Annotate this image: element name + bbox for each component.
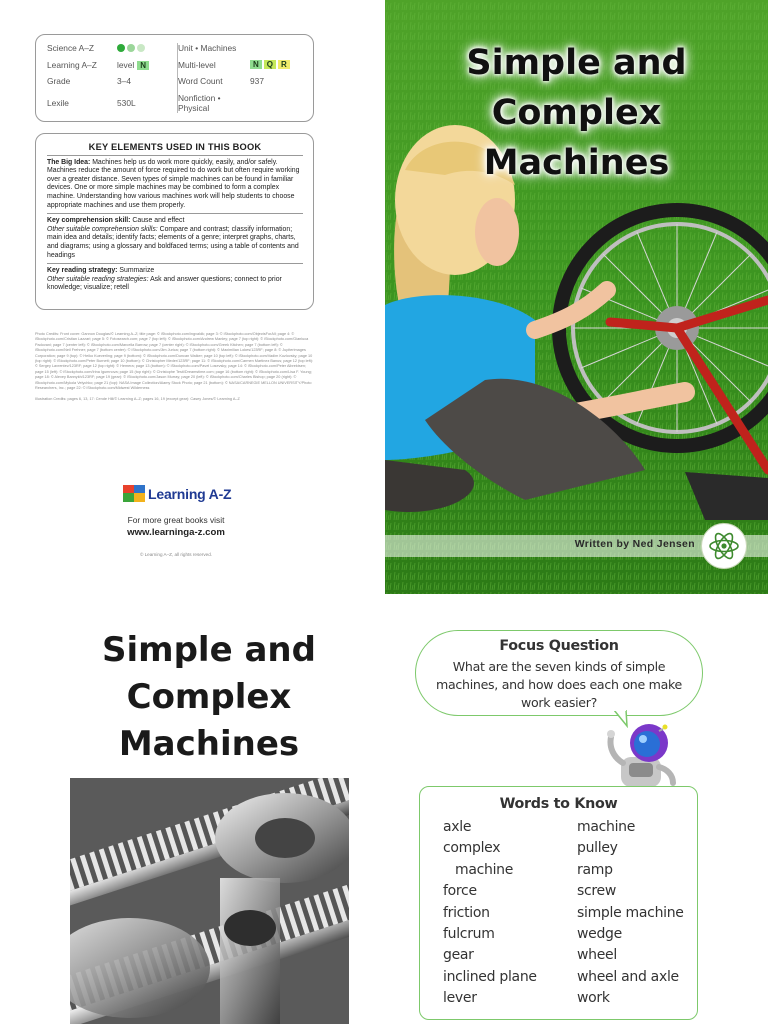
atom-icon	[701, 523, 747, 569]
word-item: wheel	[577, 947, 617, 964]
other-comprehension-label: Other suitable comprehension skills:	[47, 225, 158, 233]
reading-strategy: Summarize	[119, 267, 155, 275]
big-idea-label: The Big Idea:	[47, 158, 91, 166]
info-value-lexile: 530L	[117, 97, 136, 108]
cover-title-line-3: Machines	[483, 143, 670, 183]
learning-az-logo	[123, 485, 231, 502]
word-item: ramp	[577, 861, 613, 878]
info-label-unit: Unit • Machines	[178, 43, 237, 54]
word-item: machine	[577, 819, 636, 835]
book-info-card	[35, 34, 314, 122]
word-item: lever	[443, 990, 477, 1007]
front-cover	[385, 0, 768, 594]
level-dot-2	[127, 44, 135, 52]
word-item: inclined plane	[443, 968, 537, 985]
info-label-grade: Grade	[47, 76, 71, 87]
robot-mascot-icon	[603, 723, 679, 791]
learning-az-logo-text: Learning A-Z	[148, 485, 232, 502]
key-elements-card	[35, 133, 314, 310]
words-column-2	[577, 817, 684, 1010]
multi-level-badges	[250, 60, 303, 69]
multi-badge-n: N	[250, 60, 262, 69]
cover-title-line-1: Simple and	[466, 43, 687, 83]
big-idea-text: Machines help us do work more quickly, easily, and/or safely. Machines reduce the amount of force required to do work but often require working over a greater distance. Seven types of simple machines can be found in familiar devices. One or more simple machines may be combined to form a complex machine. Understanding how various machines work will help students to choose appropriate machines and use them properly.	[47, 158, 300, 209]
website-link[interactable]: www.learninga-z.com	[127, 527, 225, 538]
word-item: work	[577, 990, 610, 1007]
title-line-2: Complex	[126, 677, 292, 717]
words-columns	[420, 817, 697, 1010]
credits-block	[35, 332, 314, 403]
word-item: friction	[443, 904, 490, 921]
learning-az-logo-icon	[123, 485, 145, 502]
cover-author: Written by Ned Jensen	[574, 539, 695, 550]
title-page-title	[70, 627, 348, 768]
multi-badge-q: Q	[264, 60, 276, 69]
level-dots	[117, 44, 177, 52]
level-dot-3	[137, 44, 145, 52]
level-dot-1	[117, 44, 125, 52]
words-to-know-box	[419, 786, 698, 1020]
other-comprehension-skills: Compare and contrast; classify information; main idea and details; identify facts; elements of a genre; interpret graphs, charts, and diagrams; using a glossary and boldfaced terms; using a table of contents and headings	[47, 225, 299, 259]
comprehension-skill: Cause and effect	[132, 217, 185, 225]
words-column-1	[443, 817, 577, 1010]
info-value-level: level N	[117, 60, 177, 70]
word-item: complex	[443, 840, 501, 857]
focus-question-title: Focus Question	[499, 638, 619, 654]
illustration-credits: Illustration Credits: pages 6, 13, 17: Cende Hill/© Learning A–Z; pages 16, 19 (except gear): Casey Jones/© Learning A–Z	[35, 397, 240, 402]
strategy-label: Key reading strategy:	[47, 267, 118, 275]
word-item: axle	[443, 819, 472, 835]
strategy-section	[47, 267, 303, 296]
info-label-wordcount: Word Count	[178, 76, 223, 87]
info-value-wordcount: 937	[250, 76, 264, 87]
word-item: gear	[443, 947, 474, 964]
info-label-science: Science A–Z	[47, 43, 95, 54]
title-line-1: Simple and	[102, 630, 316, 670]
info-label-genre: Nonfiction • Physical	[178, 92, 221, 113]
gears-photo	[70, 778, 349, 1024]
cover-title-line-2: Complex	[491, 93, 662, 133]
info-label-multilevel: Multi-level	[178, 59, 216, 70]
word-item: machine	[455, 861, 514, 878]
key-elements-title: KEY ELEMENTS USED IN THIS BOOK	[47, 143, 303, 156]
level-badge: N	[137, 61, 149, 70]
word-item: simple machine	[577, 904, 684, 921]
other-strategies: Ask and answer questions; connect to prior knowledge; visualize; retell	[47, 275, 282, 292]
cover-title	[385, 38, 768, 188]
word-item: screw	[577, 883, 617, 900]
words-to-know-title: Words to Know	[499, 796, 618, 812]
photo-credits: Photo Credits: Front cover: Gannon Douglas/© Learning A–Z; title page: © iStockphoto.com/ingvaldk; page 3: © iStockphoto.com/ObjectsForAll; page 4: © iStockphoto.com/Cristian Lazzari; page 5: © Fotosearch.com; page 7 (top left): © iStockphoto.com/Andrew Manley; page 7 (top right): © iStockphoto.com/Gianluca Padovani; page 7 (center left): © iStockphoto.com/Marcella Barrow; page 7 (center right): © iStockphoto.com/Greek Kitchen; page 7 (bottom left): © iStockphoto.com/Neil Frehner; page 7 (bottom center): © iStockphoto.com/Jim Jurica; page 7 (bottom right): © Maximilian Lokes/123RF; page 8: © Jupiterimages Corporation; page 9 (top): © Heiko Kueverling; page 9 (bottom): © iStockphoto.com/Duncan Walker; page 10 (top left): © iStockphoto.com/Vadim Kozlovsky; page 10 (top right): © iStockphoto.com/Peter Burnett; page 10 (bottom): © Christopher Meder/123RF; page 11: © iStockphoto.com/Carmen Martinez Banus; page 12 (top left): © Sergey Lavrentev/123RF; page 12 (top right): © Hemera; page 13 (bottom): © iStockphoto.com/Pavel Losevsky; page 14: © iStockphoto.com/Peter Albrektsen; page 15 (left): © iStockphoto.com/Irina Igumnova; page 15 (top right): © Christophe Testi/Dreamstime.com; page 16 (bottom right): © iStockphoto.com/Lisa F. Young; page 18: © Alexey Bannykh/123RF; page 19 (gear): © iStockphoto.com/Jason Murray; page 20 (left): © iStockphoto.com/Charles Bishop; page 20 (right): © iStockphoto.com/Mykola Velychko; page 21 (top): NASA Image Collection/Alamy Stock Photo; page 21 (bottom): © NASA/CARNEGIE MELLON UNIVERSITY/Photo Researchers, Inc.; page 22: © iStockphoto.com/Midwest Wilderness	[35, 332, 314, 391]
word-item: wheel and axle	[577, 968, 679, 985]
visit-text: For more great books visit	[127, 515, 225, 525]
focus-question-text: What are the seven kinds of simple machines, and how does each one make work easier?	[436, 659, 682, 710]
word-item: fulcrum	[443, 926, 495, 943]
other-strategy-label: Other suitable reading strategies:	[47, 275, 149, 283]
word-item: wedge	[577, 926, 622, 943]
multi-badge-r: R	[278, 60, 290, 69]
rights-text: © Learning A–Z, all rights reserved.	[139, 552, 213, 557]
big-idea-section	[47, 159, 303, 215]
focus-question-bubble	[415, 630, 703, 716]
word-item: pulley	[577, 840, 618, 857]
word-item: force	[443, 883, 477, 900]
comprehension-label: Key comprehension skill:	[47, 217, 131, 225]
info-label-learning: Learning A–Z	[47, 59, 97, 70]
info-value-grade: 3–4	[117, 76, 131, 87]
comprehension-section	[47, 217, 303, 264]
info-label-lexile: Lexile	[47, 97, 69, 108]
title-line-3: Machines	[118, 724, 300, 764]
